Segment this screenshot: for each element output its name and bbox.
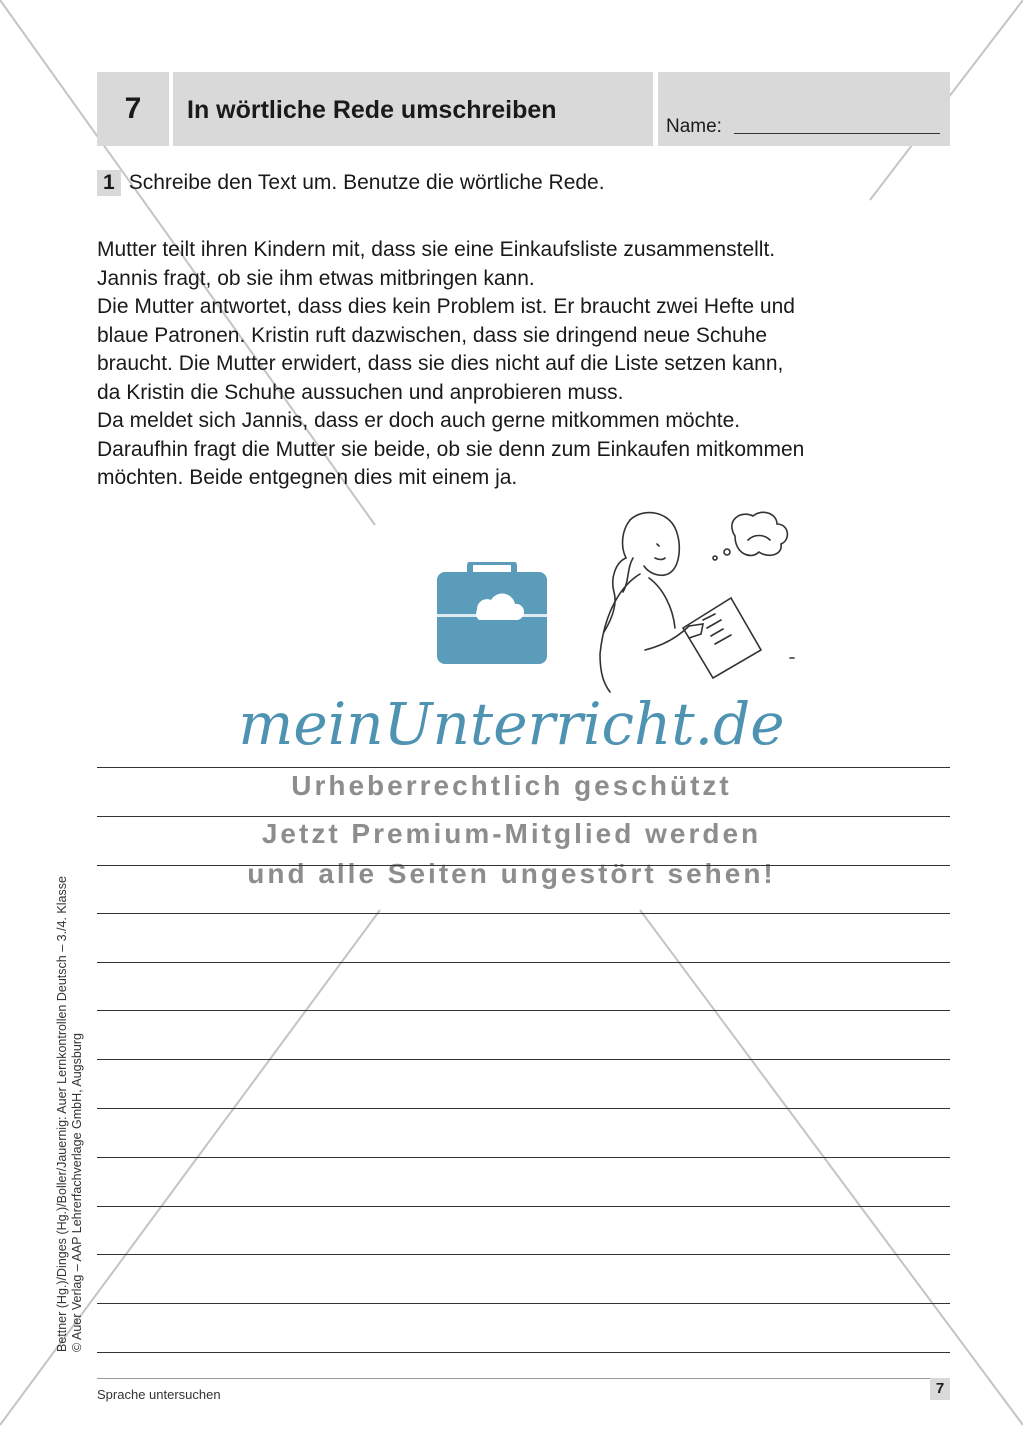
story-line: braucht. Die Mutter erwidert, dass sie dies nicht auf die Liste setzen kann, [97,352,784,375]
watermark-copyright: Urheberrechtlich geschützt [291,770,732,801]
writing-line[interactable] [97,1254,950,1255]
girl-writing-list-illustration [585,500,815,695]
writing-line[interactable] [97,913,950,914]
writing-line[interactable] [97,1010,950,1011]
briefcase-icon [432,562,552,667]
header-title-box [173,72,653,146]
story-line: Da meldet sich Jannis, dass er doch auch gerne mitkommen möchte. [97,409,741,432]
name-label: Name: [666,116,722,137]
worksheet-header [97,72,950,146]
task-number: 1 [97,170,121,196]
writing-line[interactable] [97,865,950,866]
story-line: da Kristin die Schuhe aussuchen und anprobieren muss. [97,380,624,404]
watermark-logo: meinUnterricht.de [238,690,785,758]
story-line: blaue Patronen. Kristin ruft dazwischen, dass sie dringend neue Schuhe [97,323,768,347]
footer-section: Sprache untersuchen [97,1387,221,1402]
story-line: möchten. Beide entgegnen dies mit einem ja. [97,466,518,489]
writing-line[interactable] [97,1108,950,1109]
task-instruction [97,170,605,196]
story-text [97,236,937,493]
side-note-line: © Auer Verlag – AAP Lehrerfachverlage GmbH, Augsburg [70,1033,84,1352]
writing-line[interactable] [97,1352,950,1353]
writing-line[interactable] [97,767,950,768]
side-note-line: Bettner (Hg.)/Dinges (Hg.)/Boller/Jauernig: Auer Lernkontrollen Deutsch – 3./4. Klasse [55,876,69,1352]
copyright-side-note [55,812,85,1352]
header-number-box [97,72,169,146]
worksheet-number: 7 [124,92,142,125]
writing-line[interactable] [97,962,950,963]
writing-line[interactable] [97,1206,950,1207]
footer-divider [97,1378,950,1379]
story-line: Daraufhin fragt die Mutter sie beide, ob sie denn zum Einkaufen mitkommen [97,437,805,461]
writing-line[interactable] [97,1157,950,1158]
story-line: Die Mutter antwortet, dass dies kein Problem ist. Er braucht zwei Hefte und [97,295,795,318]
worksheet-title: In wörtliche Rede umschreiben [187,96,557,124]
watermark-premium-2: und alle Seiten ungestört sehen! [247,858,776,889]
writing-line[interactable] [97,816,950,817]
name-field[interactable] [734,133,940,134]
task-text: Schreibe den Text um. Benutze die wörtliche Rede. [128,171,605,194]
watermark-premium: Jetzt Premium-Mitglied werden [261,818,762,849]
writing-line[interactable] [97,1059,950,1060]
page-number: 7 [930,1378,950,1400]
story-line: Jannis fragt, ob sie ihm etwas mitbringen kann. [97,266,535,290]
story-line: Mutter teilt ihren Kindern mit, dass sie eine Einkaufsliste zusammenstellt. [97,238,776,261]
header-name-box [658,72,950,146]
writing-line[interactable] [97,1303,950,1304]
